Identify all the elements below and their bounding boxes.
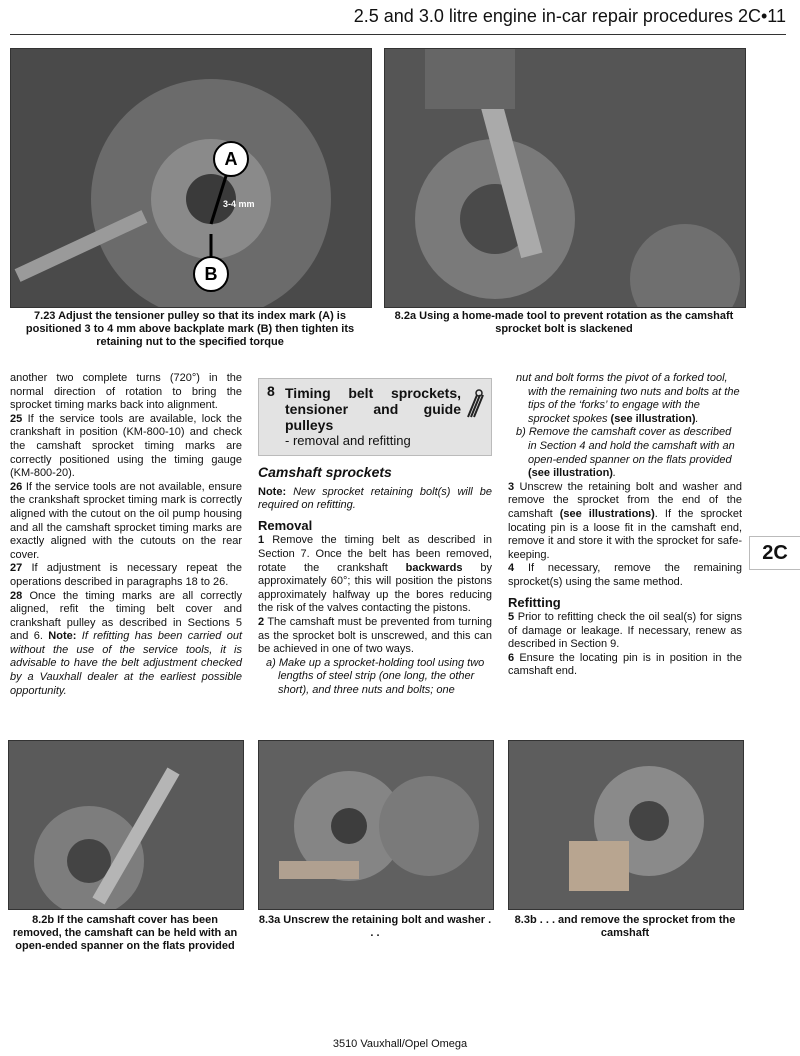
heading-refitting: Refitting xyxy=(508,594,561,610)
heading-removal: Removal xyxy=(258,517,313,533)
label-a: A xyxy=(224,149,238,169)
paragraph-2a: a) Make up a sprocket-holding tool using two lengths of steel strip (one long, the other short), and three nuts and bolts; one xyxy=(266,656,485,696)
photo-8-3a xyxy=(258,740,494,910)
photo-8-2b-image xyxy=(9,741,243,909)
paragraph-4: 4 If necessary, remove the remaining sprocket(s) using the same method. xyxy=(508,562,742,588)
paragraph-1: 1 Remove the timing belt as described in Section 7. Once the belt has been removed, rotate the crankshaft backwards by approximately 60°; this will position the pistons approximately halfway up the bores reducing the risk of the valves contacting the pistons. xyxy=(258,534,492,615)
paragraph-2b: b) Remove the camshaft cover as described in Section 4 and hold the camshaft with an open-ended spanner on the flats provided (see illustration). xyxy=(516,426,735,480)
chapter-tab: 2C xyxy=(749,536,800,570)
heading-camshaft-sprockets: Camshaft sprockets xyxy=(258,464,392,480)
photo-8-2b xyxy=(8,740,244,910)
page-footer: 3510 Vauxhall/Opel Omega xyxy=(332,1038,468,1050)
paragraph-28: 28 Once the timing marks are all correctly aligned, refit the timing belt cover and crankshaft pulley as described in Sections 5 and 6. Note: If refitting has been carried out without the use of the service tools, it is advisable to have the belt adjustment checked by a Vauxhall dealer at the earliest possible opportunity. xyxy=(10,589,242,697)
photo-8-3a-image xyxy=(259,741,493,909)
caption-8-3a: 8.3a Unscrew the retaining bolt and washer . . . xyxy=(258,914,492,939)
page-header xyxy=(10,4,786,34)
text-column-2 xyxy=(258,378,492,698)
section-heading-box xyxy=(258,378,492,456)
paragraph-6: 6 Ensure the locating pin is in position in the camshaft end. xyxy=(508,651,742,678)
caption-8-2a: 8.2a Using a home-made tool to prevent rotation as the camshaft sprocket bolt is slackened xyxy=(394,310,734,335)
paragraph-3: 3 Unscrew the retaining bolt and washer and remove the sprocket from the end of the camshaft (see illustrations). If the sprocket locating pin is a loose fit in the camshaft end, remove it and store it with the sprocket for safe-keeping. xyxy=(508,480,743,561)
caption-8-2b: 8.2b If the camshaft cover has been removed, the camshaft can be held with an open-ended spanner on the flats provided xyxy=(12,914,238,952)
photo-7-23 xyxy=(10,48,372,308)
section-subtitle: - removal and refitting xyxy=(285,433,411,448)
photo-8-2a xyxy=(384,48,746,308)
photo-7-23-image xyxy=(11,49,371,307)
running-head: 2.5 and 3.0 litre engine in-car repair procedures 2C•11 xyxy=(353,6,786,26)
photo-8-3b xyxy=(508,740,744,910)
paragraph-26: 26 If the service tools are not available, ensure the crankshaft sprocket timing mark is correctly aligned with the cutout on the oil pump housing and all the camshaft sprocket timing marks are exactly aligned with the cutouts on the rear cover. xyxy=(10,480,242,561)
text-column-3 xyxy=(508,372,742,679)
paragraph-25: 25 If the service tools are available, lock the crankshaft in position (KM-800-10) and check the camshaft sprocket timing marks are correctly positioned using the timing gauge (KM-800-20). xyxy=(10,412,242,480)
paragraph-27: 27 If adjustment is necessary repeat the operations described in paragraphs 18 to 26. xyxy=(10,562,242,588)
paragraph-continued: another two complete turns (720°) in the normal direction of rotation to bring the sprocket timing marks back into alignment. xyxy=(10,372,242,412)
label-mm: 3-4 mm xyxy=(223,199,255,209)
caption-7-23: 7.23 Adjust the tensioner pulley so that its index mark (A) is positioned 3 to 4 mm above backplate mark (B) then tighten its retaining nut to the specified torque xyxy=(25,310,355,348)
text-column-1 xyxy=(10,372,242,698)
label-b: B xyxy=(204,264,218,284)
note: Note: New sprocket retaining bolt(s) will be required on refitting. xyxy=(258,485,492,512)
section-title: Timing belt sprockets, tensioner and guide pulleys xyxy=(285,385,461,433)
section-number: 8 xyxy=(267,383,275,399)
paragraph-5: 5 Prior to refitting check the oil seal(s) for signs of damage or leakage. If necessary, renew as described in Section 9. xyxy=(508,611,742,651)
paragraph-2: 2 The camshaft must be prevented from turning as the sprocket bolt is unscrewed, and this can be achieved in one of two ways. xyxy=(258,615,492,656)
header-rule xyxy=(10,34,786,35)
photo-8-3b-image xyxy=(509,741,743,909)
caption-8-3b: 8.3b . . . and remove the sprocket from the camshaft xyxy=(514,914,736,939)
paragraph-2a-continued: nut and bolt forms the pivot of a forked tool, with the remaining two nuts and bolts at the tips of the ‘forks’ to engage with the sprocket spokes (see illustration). xyxy=(516,372,740,425)
difficulty-wrench-icon xyxy=(465,389,485,419)
photo-8-2a-image xyxy=(385,49,745,307)
